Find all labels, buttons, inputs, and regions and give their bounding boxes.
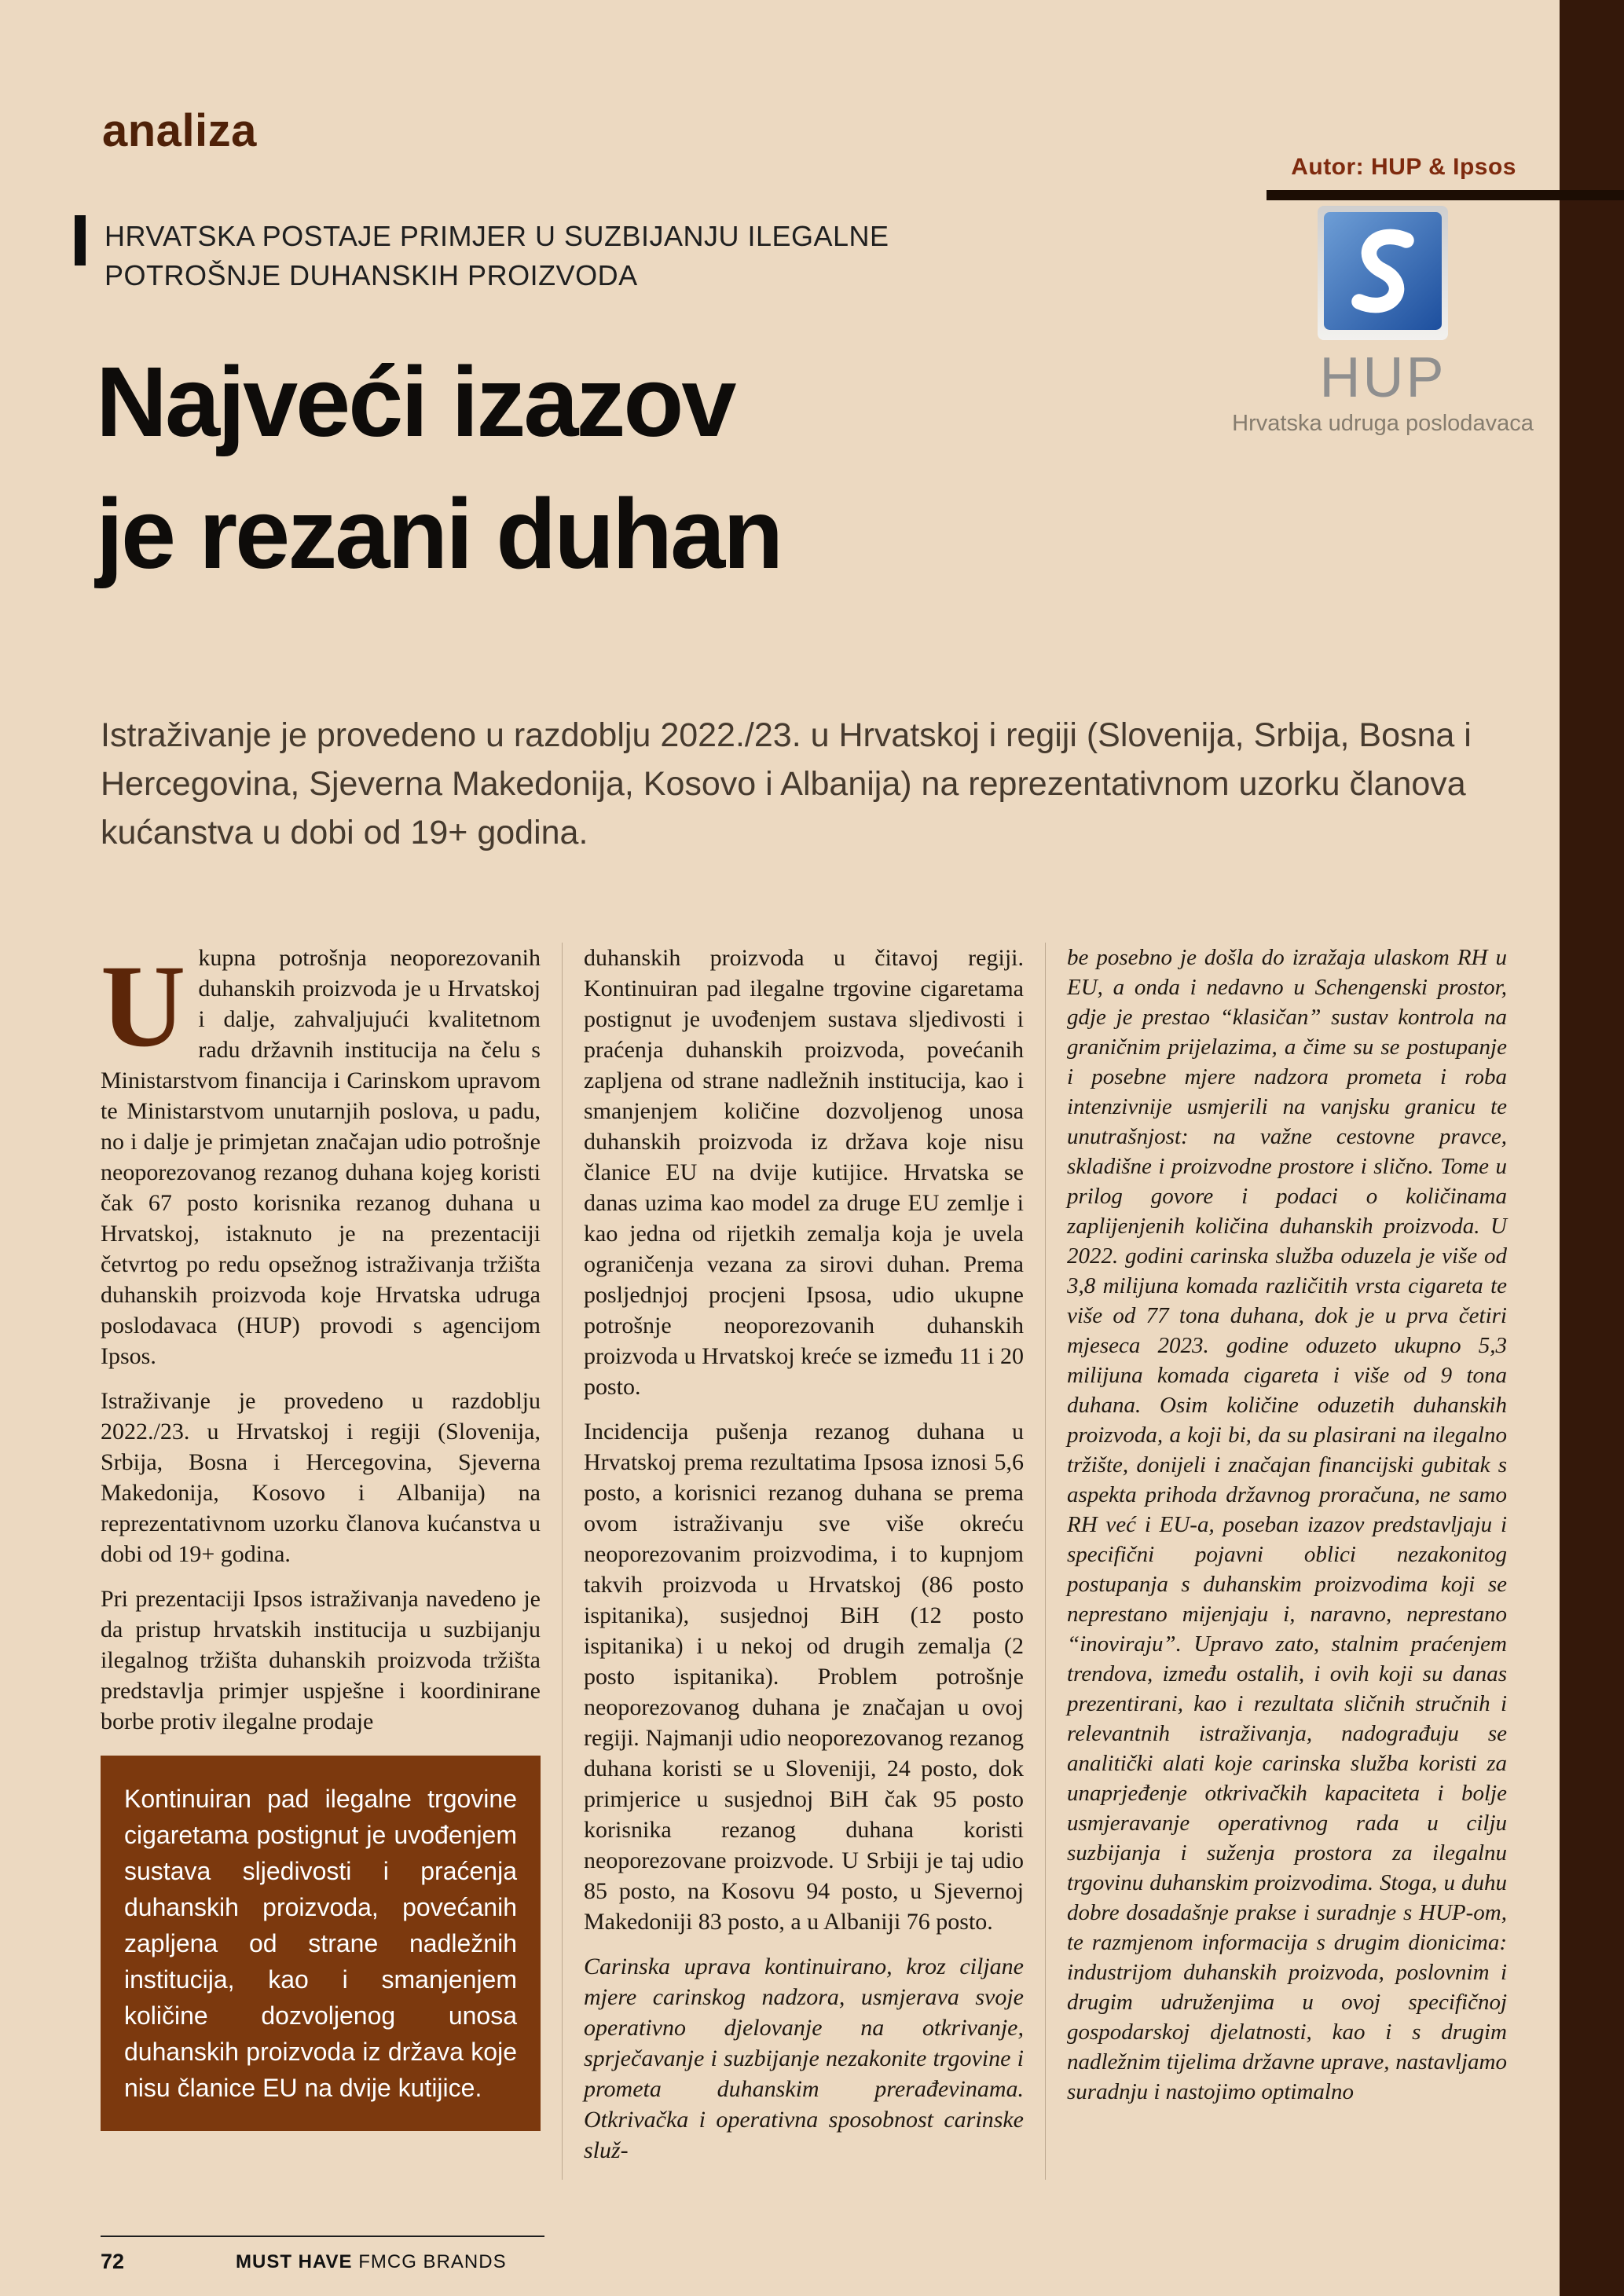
right-edge-stripe [1560,0,1624,2296]
column-divider-2 [1045,943,1046,2180]
col1-paragraph-3: Pri prezentaciji Ipsos istraživanja navedeno je da pristup hrvatskih institucija u suzbijanju ilegalnog tržišta duhanskih proizvoda tržišta predstavlja primjer uspješne i koordinirane borbe protiv ilegalne prodaje [101,1586,541,1734]
author-credit: Autor: HUP & Ipsos [1291,154,1516,180]
kicker-line-1: HRVATSKA POSTAJE PRIMJER U SUZBIJANJU ILEGALNE [104,220,889,252]
footer-brand [236,2253,507,2272]
hup-logo-text: HUP [1319,346,1446,409]
author-underline-bar [1267,190,1624,200]
headline-line-1: Najveći izazov [96,346,735,457]
body-columns [101,943,1515,2180]
col1-paragraph-1-text: kupna potrošnja neoporezovanih duhanskih proizvoda je u Hrvatskoj i dalje, zahvaljujući kvalitetnom radu državnih institucija na čelu s Ministarstvom financija i Carinskom upravom te Ministarstvom unutarnjih poslova, u padu, no i dalje je primjetan značajan udio potrošnje neoporezovanog rezanog duhana kojeg koristi čak 67 posto korisnika rezanog duhana u Hrvatskoj, istaknuto je na prezentaciji četvrtog po redu opsežnog istraživanja tržišta duhanskih proizvoda koje Hrvatska udruga poslodavaca (HUP) provodi s agencijom Ipsos. [101,945,541,1369]
col2-paragraph-1: duhanskih proizvoda u čitavoj regiji. Kontinuiran pad ilegalne trgovine cigaretama postignut je uvođenjem sustava sljedivosti i praćenja duhanskih proizvoda, povećanih zapljena od strane nadležnih institucija, kao i smanjenjem količine dozvoljenog unosa duhanskih proizvoda iz država koje nisu članice EU na dvije kutijice. Hrvatska se danas uzima kao model za druge EU zemlje i kao jedna od rijetkih zemalja koja je uvela ograničenja vezana za sirovi duhan. Prema posljednjoj procjeni Ipsosa, udio ukupne potrošnje neoporezovanih duhanskih proizvoda u Hrvatskoj kreće se između 11 i 20 posto. [584,945,1024,1400]
column-divider-1 [562,943,563,2180]
hup-logo-subtitle: Hrvatska udruga poslodavaca [1232,411,1534,436]
pullquote-box: Kontinuiran pad ilegalne trgovine cigaretama postignut je uvođenjem sustava sljedivosti i praćenja duhanskih proizvoda, povećanih zapljena od strane nadležnih institucija, kao i smanjenjem količine dozvoljenog unosa duhanskih proizvoda iz država koje nisu članice EU na dvije kutijice. [101,1756,541,2131]
col3-paragraph-1: be posebno je došla do izražaja ulaskom RH u EU, a onda i nedavno u Schengenski prostor, gdje je prestao “klasičan” sustav kontrola na graničnim prijelazima, a čime su se postupanje i posebne mjere nadzora prometa i roba intenzivnije usmjerili na vanjsku granicu te unutrašnjost: na važne cestovne pravce, skladišne i proizvodne prostore i slično. Tome u prilog govore i podaci o količinama zaplijenjenih količina duhanskih proizvoda. U 2022. godini carinska služba oduzela je više od 3,8 milijuna komada različitih vrsta cigareta te više od 77 tona duhana, dok je u prva četiri mjeseca 2023. godine oduzeto ukupno 5,3 milijuna komada cigareta i više od 9 tona duhana. Osim količine oduzetih duhanskih proizvoda, a koji bi, da su plasirani na ilegalno tržište, donijeli i značajan financijski gubitak s aspekta prihoda državnog proračuna, ne samo RH već i EU-a, poseban izazov predstavljaju i specifični pojavni oblici nezakonitog postupanja s duhanskim proizvodima koji se neprestano mijenjaju i, naravno, neprestano “inoviraju”. Upravo zato, stalnim praćenjem trendova, između ostalih, i ovih koji su danas prezentirani, kao i rezultata sličnih stručnih i relevantnih istraživanja, nadograđuju se analitički alati koje carinska služba koristi za unaprjeđenje otkrivačkih kapaciteta i bolje usmjeravanje operativnog rada u cilju suzbijanja i suženja prostora za ilegalnu trgovinu duhanskim proizvodima. Stoga, u duhu dobre dosadašnje prakse i suradnje s HUP-om, te razmjenom informacija s drugim dionicima: industrijom duhanskih proizvoda, poslovnim i drugim udruženjima u ovoj specifičnoj gospodarskoj djelatnosti, kao i s drugim nadležnim tijelima državne uprave, nastavljamo suradnju i nastojimo optimalno [1067,945,1507,2104]
kicker-line-2: POTROŠNJE DUHANSKIH PROIZVODA [104,259,638,291]
headline-line-2: je rezani duhan [96,478,782,589]
hup-logo-tile [1318,206,1448,340]
hup-logo-block [1214,206,1552,435]
footer-brand-rest: FMCG BRANDS [358,2251,507,2272]
dropcap: U [101,941,186,1071]
footer-page-number: 72 [101,2250,125,2273]
col2-paragraph-2: Incidencija pušenja rezanog duhana u Hrvatskoj prema rezultatima Ipsosa iznosi 5,6 posto, a korisnici rezanog duhana se prema ovom istraživanju sve više okreću neoporezovanim proizvodima, i to kupnjom takvih proizvoda u Hrvatskoj (86 posto ispitanika), susjednoj BiH (12 posto ispitanika) i u nekoj od drugih zemalja (2 posto ispitanika). Problem potrošnje neoporezovanog duhana je značajan u ovoj regiji. Najmanji udio neoporezovanog rezanog duhana koristi se u Sloveniji, 24 posto, dok primjerice u susjednoj BiH čak 95 posto korisnika rezanog duhana koristi neoporezovane proizvode. U Srbiji je taj udio 85 posto, na Kosovu 94 posto, u Sjevernoj Makedoniji 83 posto, a u Albaniji 76 posto. [584,1419,1024,1935]
col2-paragraph-3: Carinska uprava kontinuirano, kroz ciljane mjere carinskog nadzora, usmjerava svoje operativno djelovanje na otkrivanje, sprječavanje i suzbijanje nezakonite trgovine i prometa duhanskim prerađevinama. Otkrivačka i operativna sposobnost carinske služ- [584,1954,1024,2163]
column-3 [1067,943,1507,2180]
column-1 [101,943,541,2180]
hup-logo-icon [1324,212,1442,330]
lede-paragraph: Istraživanje je provedeno u razdoblju 2022./23. u Hrvatskoj i regiji (Slovenija, Srbija, Bosna i Hercegovina, Sjeverna Makedonija, Kosovo i Albanija) na reprezentativnom uzorku članova kućanstva u dobi od 19+ godina. [101,716,1472,851]
headline [96,336,781,600]
kicker-accent-bar [75,215,86,265]
footer-brand-bold: MUST HAVE [236,2251,353,2272]
section-label: analiza [102,105,257,156]
col1-paragraph-1 [101,943,541,1371]
col1-paragraph-2: Istraživanje je provedeno u razdoblju 2022./23. u Hrvatskoj i regiji (Slovenija, Srbija, Bosna i Hercegovina, Sjeverna Makedonija, Kosovo i Albanija) na reprezentativnom uzorku članova kućanstva u dobi od 19+ godina. [101,1388,541,1567]
kicker [104,217,889,295]
footer-rule [101,2236,544,2237]
column-2 [584,943,1024,2180]
